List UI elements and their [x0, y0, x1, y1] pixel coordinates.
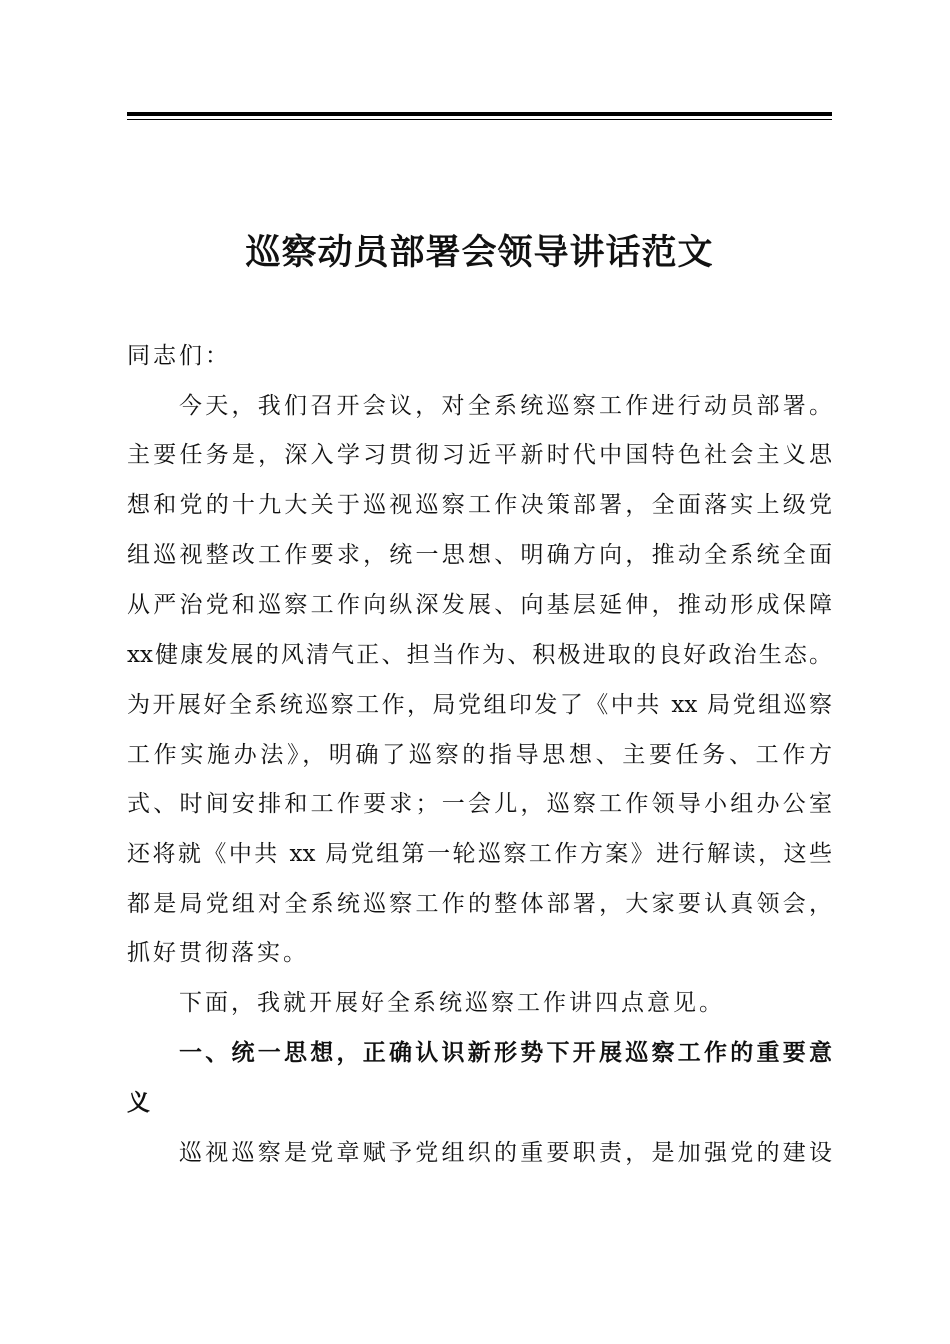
- paragraph-line: 巡视巡察是党章赋予党组织的重要职责，是加强党的建设: [179, 1140, 832, 1166]
- paragraph-line: 从严治党和巡察工作向纵深发展、向基层延伸，推动形成保障: [127, 592, 832, 618]
- paragraph-line: 都是局党组对全系统巡察工作的整体部署，大家要认真领会，: [127, 891, 832, 917]
- paragraph-line: 下面，我就开展好全系统巡察工作讲四点意见。: [179, 990, 725, 1016]
- paragraph-line: 式、时间安排和工作要求；一会儿，巡察工作领导小组办公室: [127, 791, 832, 817]
- document-title: 巡察动员部署会领导讲话范文: [245, 232, 714, 273]
- paragraph-line: 抓好贯彻落实。: [127, 940, 309, 966]
- section-heading: 义: [127, 1090, 150, 1116]
- header-rule-thin: [127, 119, 832, 120]
- paragraph-line: 想和党的十九大关于巡视巡察工作决策部署，全面落实上级党: [127, 492, 832, 518]
- paragraph-line: 组巡视整改工作要求，统一思想、明确方向，推动全系统全面: [127, 542, 832, 568]
- paragraph-line: 还将就《中共 xx 局党组第一轮巡察工作方案》进行解读，这些: [127, 841, 832, 867]
- paragraph-line: xx健康发展的风清气正、担当作为、积极进取的良好政治生态。: [127, 642, 832, 668]
- salutation: 同志们：: [127, 343, 231, 369]
- header-rule-thick: [127, 112, 832, 116]
- section-heading: 一、统一思想，正确认识新形势下开展巡察工作的重要意: [179, 1040, 832, 1066]
- paragraph-line: 为开展好全系统巡察工作，局党组印发了《中共 xx 局党组巡察: [127, 692, 832, 718]
- paragraph-line: 工作实施办法》，明确了巡察的指导思想、主要任务、工作方: [127, 742, 832, 768]
- paragraph-line: 今天，我们召开会议，对全系统巡察工作进行动员部署。: [179, 393, 832, 419]
- paragraph-line: 主要任务是，深入学习贯彻习近平新时代中国特色社会主义思: [127, 442, 832, 468]
